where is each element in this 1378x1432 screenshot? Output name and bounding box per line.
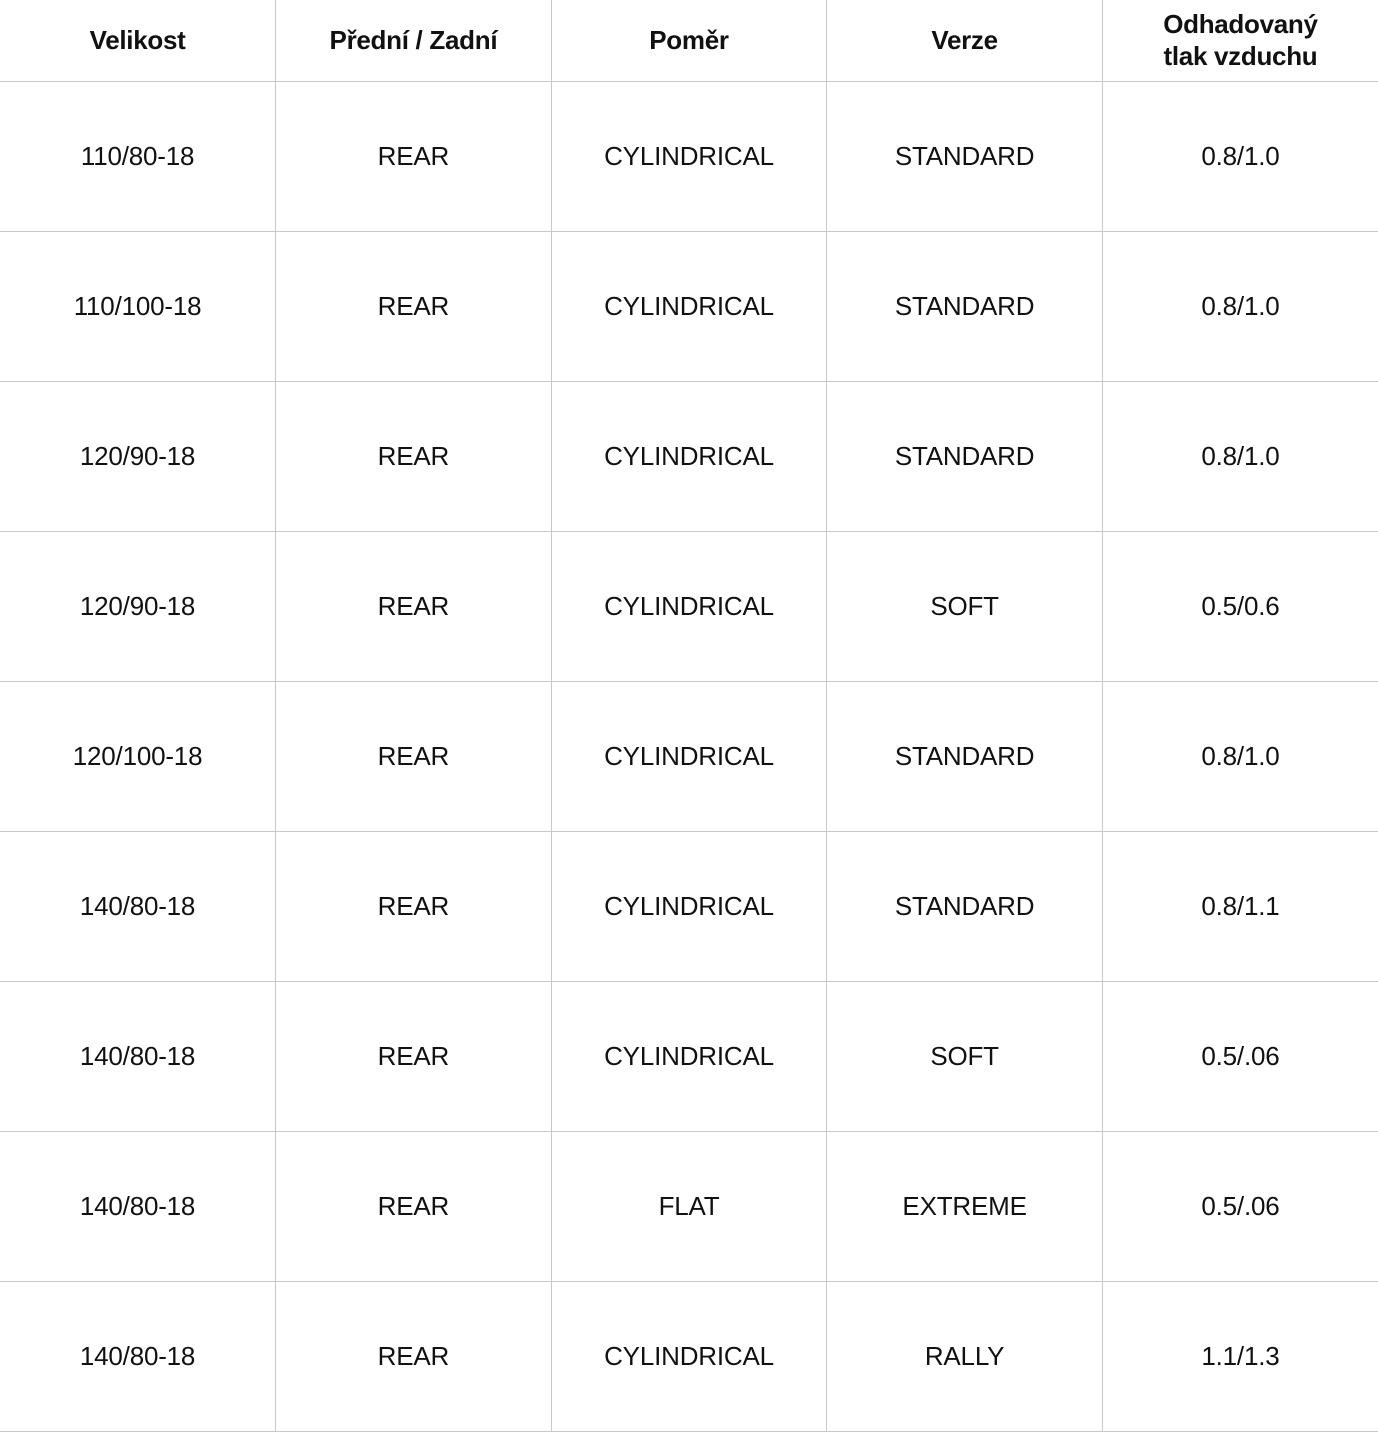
cell-ratio: CYLINDRICAL bbox=[551, 831, 827, 981]
cell-pressure: 0.8/1.0 bbox=[1102, 231, 1378, 381]
cell-pressure: 0.8/1.0 bbox=[1102, 681, 1378, 831]
cell-position: REAR bbox=[276, 1281, 552, 1431]
table-row bbox=[0, 1281, 1378, 1431]
cell-position: REAR bbox=[276, 681, 552, 831]
header-air-pressure-line2: tlak vzduchu bbox=[1163, 41, 1318, 72]
header-air-pressure-line1: Odhadovaný bbox=[1163, 9, 1318, 40]
cell-version: STANDARD bbox=[827, 681, 1103, 831]
cell-size: 120/100-18 bbox=[0, 681, 276, 831]
cell-position: REAR bbox=[276, 81, 552, 231]
cell-ratio: CYLINDRICAL bbox=[551, 81, 827, 231]
header-size: Velikost bbox=[0, 0, 276, 81]
cell-version: SOFT bbox=[827, 531, 1103, 681]
cell-ratio: CYLINDRICAL bbox=[551, 681, 827, 831]
cell-size: 140/80-18 bbox=[0, 981, 276, 1131]
cell-version: STANDARD bbox=[827, 831, 1103, 981]
cell-ratio: CYLINDRICAL bbox=[551, 531, 827, 681]
cell-size: 110/100-18 bbox=[0, 231, 276, 381]
table-row bbox=[0, 981, 1378, 1131]
cell-ratio: CYLINDRICAL bbox=[551, 981, 827, 1131]
cell-pressure: 0.5/.06 bbox=[1102, 1131, 1378, 1281]
header-front-rear: Přední / Zadní bbox=[276, 0, 552, 81]
table-row bbox=[0, 831, 1378, 981]
cell-version: STANDARD bbox=[827, 381, 1103, 531]
cell-size: 140/80-18 bbox=[0, 831, 276, 981]
cell-ratio: CYLINDRICAL bbox=[551, 1281, 827, 1431]
cell-position: REAR bbox=[276, 231, 552, 381]
header-row bbox=[0, 0, 1378, 81]
cell-position: REAR bbox=[276, 831, 552, 981]
cell-pressure: 0.8/1.1 bbox=[1102, 831, 1378, 981]
table-row bbox=[0, 1131, 1378, 1281]
cell-position: REAR bbox=[276, 381, 552, 531]
cell-version: STANDARD bbox=[827, 81, 1103, 231]
table-row bbox=[0, 381, 1378, 531]
cell-pressure: 1.1/1.3 bbox=[1102, 1281, 1378, 1431]
cell-version: STANDARD bbox=[827, 231, 1103, 381]
table-row bbox=[0, 81, 1378, 231]
cell-version: RALLY bbox=[827, 1281, 1103, 1431]
header-air-pressure bbox=[1102, 0, 1378, 81]
cell-size: 140/80-18 bbox=[0, 1281, 276, 1431]
cell-size: 110/80-18 bbox=[0, 81, 276, 231]
cell-position: REAR bbox=[276, 531, 552, 681]
cell-pressure: 0.8/1.0 bbox=[1102, 381, 1378, 531]
cell-ratio: FLAT bbox=[551, 1131, 827, 1281]
cell-size: 140/80-18 bbox=[0, 1131, 276, 1281]
cell-version: SOFT bbox=[827, 981, 1103, 1131]
cell-position: REAR bbox=[276, 1131, 552, 1281]
cell-version: EXTREME bbox=[827, 1131, 1103, 1281]
cell-size: 120/90-18 bbox=[0, 531, 276, 681]
table-body bbox=[0, 81, 1378, 1431]
cell-ratio: CYLINDRICAL bbox=[551, 231, 827, 381]
header-version: Verze bbox=[827, 0, 1103, 81]
cell-size: 120/90-18 bbox=[0, 381, 276, 531]
cell-ratio: CYLINDRICAL bbox=[551, 381, 827, 531]
cell-pressure: 0.5/.06 bbox=[1102, 981, 1378, 1131]
cell-pressure: 0.8/1.0 bbox=[1102, 81, 1378, 231]
header-ratio: Poměr bbox=[551, 0, 827, 81]
table-row bbox=[0, 531, 1378, 681]
table-header bbox=[0, 0, 1378, 81]
cell-pressure: 0.5/0.6 bbox=[1102, 531, 1378, 681]
table-row bbox=[0, 681, 1378, 831]
cell-position: REAR bbox=[276, 981, 552, 1131]
table-row bbox=[0, 231, 1378, 381]
